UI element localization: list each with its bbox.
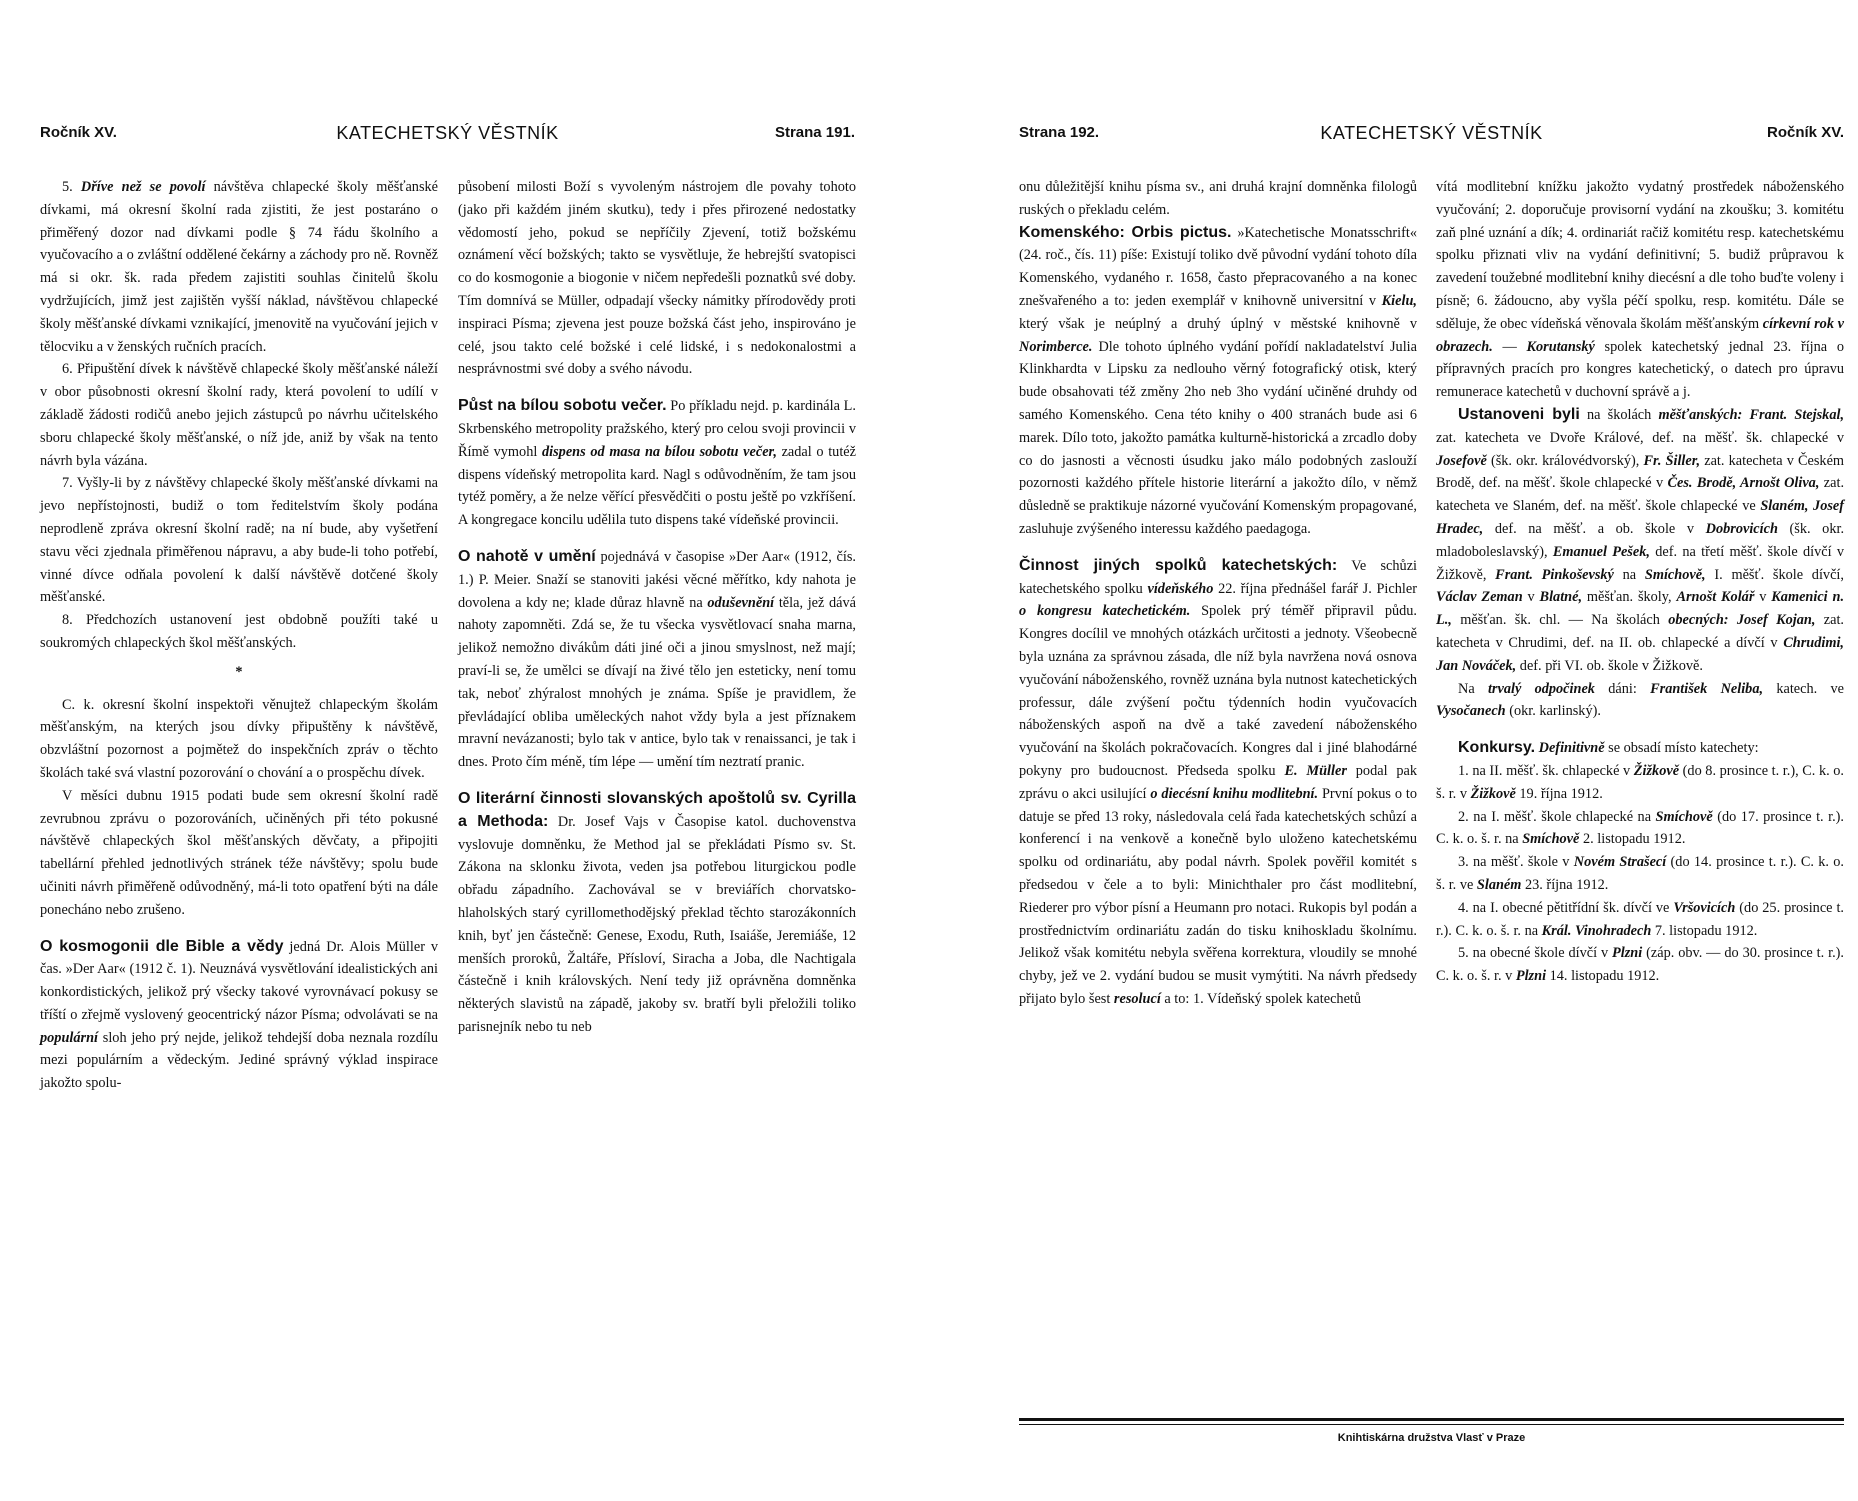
paragraph: Na trvalý odpočinek dáni: František Neliba, katech. ve Vysočanech (okr. karlinský).	[1436, 680, 1844, 720]
article-konkursy: Konkursy. Definitivně se obsadí místo katechety:	[1458, 739, 1759, 757]
left-page-header	[40, 118, 855, 148]
volume-label: Ročník XV.	[40, 124, 117, 141]
printer-imprint: Knihtiskárna družstva Vlasť v Praze	[1337, 1432, 1526, 1444]
page-number: Strana 192.	[1019, 124, 1100, 141]
paragraph: 7. Vyšly-li by z návštěvy chlapecké školy měšťanské dívkami na jevo nepřístojnosti, budiž o tom ředitelstvím školy podána neprodleně zpráva okresní školní radě; na ní bude, aby vyšetření stavu věci zjednala přiměřenou nápravu, a aby bude-li toho potřebí, vinné dívce odňala povolení k další návštěvě dotčené školy měšťanské.	[40, 475, 438, 606]
article-heading: O literární činnosti slovanských apoštolů sv. Cyrilla a Methoda:	[458, 789, 856, 830]
paragraph: 6. Připuštění dívek k návštěvě chlapecké školy měšťanské náleží v obor působnosti okresní školní rady, která povolení to udílí v základě žádosti rodičů anebo jejich zástupců po návrhu učitelského sboru chlapecké školy měšťanské, o níž jde, aniž by však na tento návrh byla vázána.	[40, 361, 438, 469]
article-heading: O kosmogonii dle Bible a vědy	[40, 937, 284, 955]
konkurs-item: 1. na II. měšť. šk. chlapecké v Žižkově (do 8. prosince t. r.), C. k. o. š. r. v Žižkově 19. října 1912.	[1436, 762, 1845, 802]
article-heading: Komenského: Orbis pictus.	[1019, 223, 1232, 241]
section-separator: *	[235, 663, 243, 680]
footer-rule-thin	[1019, 1424, 1844, 1425]
paragraph: V měsíci dubnu 1915 podati bude sem okresní školní radě zevrubnou zprávu o pozorováních, učiněných při této pokusné návštěvě chlapeckých škol měšťanských děvčaty, a připojiti tabellární přehled jednotlivých stránek téže návštěvy; spolu bude učiniti návrh přiměřeně odůvodněný, má-li toto opatření býti na dále ponecháno nebo zrušeno.	[40, 787, 438, 918]
paragraph: 5. Dříve než se povolí návštěva chlapecké školy měšťanské dívkami, má okresní školní rada zjistiti, že jest postaráno o přiměřený dozor nad dívkami podle § 74 řádu školního a vyučovacího a o zvláštní oddělené čekárny a záchody pro ně. Rovněž má si okr. šk. rada předem zajistiti souhlas činitelů školu vydržujících, jimž jest zajištěn vyšší náklad, návštěvou chlapecké školy měšťanské dívkami vznikající, jmenovitě na vyučování jejich v tělocviku a v ženských ručních pracích.	[40, 179, 439, 355]
footer-rule	[1019, 1418, 1844, 1421]
journal-title: KATECHETSKÝ VĚSTNÍK	[336, 123, 559, 143]
right-page-column-2	[1436, 176, 1844, 988]
left-page-column-2	[458, 176, 856, 1039]
paragraph: působení milosti Boží s vyvoleným nástrojem dle povahy tohoto (jako při každém jiném skutku), tedy i přes přirozené nedostatky vědomostí jeho, pokud se nepříčily Zjevení, totiž božskému oznámení věcí božských; takto se vysvětluje, že hebrejští svatopisci co do kosmogonie a biogonie v ničem nepředešli poznatků své doby. Tím domnívá se Müller, odpadají všecky námitky přírodovědy proti inspiraci Písma; zjevena jest pouze božská část jeho, inspirováno je celé, jsou takto celé božské i celé lidské, i s nedokonalostmi a nesprávnostmi své doby a svého návodu.	[458, 179, 856, 378]
article-heading: Ustanoveni byli	[1458, 405, 1580, 423]
article-orbis-pictus: Komenského: Orbis pictus. »Katechetische Monatsschrift« (24. roč., čís. 11) píše: Existují toliko dvě původní vydání tohoto díla Komenského, vydaného r. 1658, často přepracovaného a na konec znešvařeného a to: jeden exemplář v knihovně universitní v Kielu, který však je neúplný a druhý úplný v městské knihovně v Norimberce. Dle tohoto úplného vydání pořídí nakladatelství Julia Klinkhardta v Lipsku za nedlouho věrný fotografický otisk, který bude obsahovati též změny 2ho neb 3ho vydání učiněné druhdy od samého Komenského. Cena této knihy o 400 stranách bude asi 6 marek. Dílo toto, jakožto památka kulturně-historická a zrcadlo doby co do jasnosti a věcnosti úsudku jako málo podobných zaslouží pozornosti každého přítele historie literární a jakožto dílo, v němž důsledně se praktikuje názorné vyučování Komenským propagované, zasluhuje zvýšeného interessu každého paedagoga.	[1019, 223, 1418, 537]
konkurs-item: 3. na měšť. škole v Novém Strašecí (do 14. prosince t. r.). C. k. o. š. r. ve Slaném 23. října 1912.	[1436, 854, 1844, 893]
paragraph: onu důležitější knihu písma sv., ani druhá krajní domněnka filologů ruských o překladu celém.	[1019, 179, 1417, 218]
article-heading: Činnost jiných spolků katechetských:	[1019, 556, 1338, 574]
article-ustanoveni: Ustanoveni byli na školách měšťanských: Frant. Stejskal, zat. katecheta ve Dvoře Králové, def. na měšť. šk. chlapecké v Josefově (šk. okr. královédvorský), Fr. Šiller, zat. katecheta v Českém Brodě, def. na měšť. škole chlapecké v Čes. Brodě, Arnošt Oliva, zat. katecheta ve Slaném, def. na měšť. škole chlapecké ve Slaném, Josef Hradec, def. na měšť. a ob. škole v Dobrovicích (šk. okr. mladoboleslavský), Emanuel Pešek, def. na třetí měšť. škole dívčí v Žižkově, Frant. Pinkoševský na Smíchově, I. měšť. škole dívčí, Václav Zeman v Blatné, měšťan. školy, Arnošt Kolář v Kamenici n. L., měšťan. šk. chl. — Na školách obecných: Josef Kojan, zat. katecheta v Chrudimi, def. na II. ob. chlapecké a dívčí v Chrudimi, Jan Nováček, def. při VI. ob. škole v Žižkově.	[1436, 405, 1845, 674]
konkurs-item: 5. na obecné škole dívčí v Plzni (záp. obv. — do 30. prosince t. r.). C. k. o. š. r. v Plzni 14. listopadu 1912.	[1436, 945, 1845, 985]
article-kosmogonie: O kosmogonii dle Bible a vědy jedná Dr. Alois Müller v čas. »Der Aar« (1912 č. 1). Neuznává vysvětlování idealistických ani konkordistických, jelikož prý všecky takové vyrovnávací pokusy se tříští o zřejmě vyslovený geocentrický názor Písma; odvolávati se na populární sloh jeho prý nejde, jelikož tehdejší doba neznala rozdílu mezi populárním a vědeckým. Jediné správný výklad inspirace jakožto spolu-	[40, 937, 439, 1092]
konkurs-item: 2. na I. měšť. škole chlapecké na Smíchově (do 17. prosince t. r.). C. k. o. š. r. na Smíchově 2. listopadu 1912.	[1436, 808, 1844, 848]
left-page-column-1	[40, 176, 438, 1095]
paragraph: 8. Předchozích ustanovení jest obdobně použíti také u soukromých chlapeckých škol měšťanských.	[40, 612, 438, 651]
konkurs-item: 4. na I. obecné pětitřídní šk. dívčí ve Vršovicích (do 25. prosince t. r.). C. k. o. š. r. na Král. Vinohradech 7. listopadu 1912.	[1436, 899, 1845, 939]
paragraph: vítá modlitební knížku jakožto vydatný prostředek náboženského vyučování; 2. doporučuje provisorní vydání na zkoušku; 3. komitétu zaň plné uznání a dík; 4. ordinariát račiž komitétu resp. katechetskému spolku přiznati vliv na vydání definitivní; 5. budiž průpravou k zavedení toužebné modlitební knihy diecésní a dle toho buďte voleny i písně; 6. žádoucno, aby vyšla péčí spolku, resp. komitétu. Dále se sděluje, že obec vídeňská věnovala školám měšťanským církevní rok v obrazech. — Korutanský spolek katechetský jednal 23. října o přípravných pracích pro kongres katechetický, o datech pro úpravu remunerace katechetů v duchovní správě a j.	[1436, 179, 1844, 401]
journal-title: KATECHETSKÝ VĚSTNÍK	[1320, 123, 1543, 143]
right-page-column-1	[1019, 176, 1417, 1011]
volume-label: Ročník XV.	[1767, 124, 1844, 141]
article-heading: Konkursy.	[1458, 739, 1536, 757]
right-page-header	[1019, 118, 1844, 148]
article-spolky: Činnost jiných spolků katechetských: Ve schůzi katechetského spolku vídeňského 22. října přednášel farář J. Pichler o kongresu katechetickém. Spolek prý téměř připravil půdu. Kongres docílil ve mnohých otázkách určitosti a jednoty. Všeobecně byla uznána za správnou zásada, dle níž byla navržena nová osnova vyučování náboženského, rovněž uznána byla nutnost katechetických professur, dále zvýšení počtu týdenních hodin vyučovacích náboženských aspoň na dvě a také zavedení náboženského vyučování na školách pokračovacích. Kongres dal i jiné blahodárné pokyny pro budoucnost. Předseda spolku E. Müller podal pak zprávu o akci usilující o diecésní knihu modlitební. První pokus o to datuje se před 13 roky, následovala celá řada katechetských schůzí a konferencí i na venkově a konečně bylo uloženo katechetskému spolku od ordinariátu, aby podal návrh. Spolek pověřil komitét s předsedou v čele a to byli: Minichthaler pro část modlitební, Riederer pro výbor písní a Heumann pro notaci. Rukopis byl podán a prostřednictvím ordinariátu zadán do tisku knihoskladu školnímu. Jelikož však komitétu nebyla svěřena korrektura, vloudily se mnohé chyby, jež ve 2. vydání budou se musit vymýtiti. Na návrh předsedy přijato bylo šest resolucí a to: 1. Vídeňský spolek katechetů	[1019, 556, 1418, 1007]
article-heading: O nahotě v umění	[458, 547, 596, 565]
article-pust: Půst na bílou sobotu večer. Po příkladu nejd. p. kardinála L. Skrbenského metropolity pražského, který pro celou svoji provincii v Římě vymohl dispens od masa na bílou sobotu večer, zadal o tutéž dispens vídeňský metropolita kard. Nagl s odůvodněním, že tam jsou tytéž poměry, a že nelze věřící přesvědčiti o postu ještě po vzkříšení. A kongregace koncilu udělila tuto dispens také vídeňské provincii.	[458, 397, 856, 529]
page-number: Strana 191.	[774, 124, 855, 141]
paragraph: C. k. okresní školní inspektoři věnujtež chlapeckým školám měšťanským, na kterých jsou dívky připuštěny k návštěvě, obzvláštní pozornost a pojmětež do inspekčních zpráv o těchto školách také svá vlastní pozorování o chování a o prospěchu dívek.	[40, 696, 438, 781]
article-cyrill-method: O literární činnosti slovanských apoštolů sv. Cyrilla a Methoda: Dr. Josef Vajs v Časopise katol. duchovenstva vyslovuje domněnku, že Method jal se překládati Písmo sv. St. Zákona na sklonku života, veden jsa potřebou liturgickou podle obřadu západního. Zachovával se v breviářích chorvatsko-hlaholských starý cyrillomethodějský překlad těchto starozákonních knih, byť jen částečně: Genese, Exodu, Ruth, Isaiáše, Jeremiáše, 12 menších proroků, Žaltáře, Přísloví, Siracha a Joba, dle Nachtigala částečně i knih královských. Není tedy již oprávněna domněnka některých slavistů na západě, jakoby sv. bratří byli přeložili toliko parisnejník nebo tu neb	[458, 789, 857, 1035]
article-heading: Půst na bílou sobotu večer.	[458, 397, 667, 415]
right-page	[929, 0, 1858, 1501]
article-nahota: O nahotě v umění pojednává v časopise »Der Aar« (1912, čís. 1.) P. Meier. Snaží se stanoviti jakési věcné měřítko, kdy nahota je dovolena a kdy ne; klade důraz hlavně na oduševnění těla, jež dává nahoty zapomněti. Zdá se, že tu všecka vysvětlovací snaha marna, jelikož nemožno divákům dáti jiné oči a jinou smyslnost, než mají; praví-li se, že umělci se dívají na živé tělo jen esteticky, není tomu tak, neboť zhýralost mnohých je známa. Spíše je pravidlem, že převládající obliba uměleckých nahot vždy byla a jest příznakem mravní nevázanosti; bylo tak v antice, bylo tak v renaissanci, je tak i dnes. Proto čím méně, tím lépe — umění tím neztratí pranic.	[458, 547, 857, 771]
